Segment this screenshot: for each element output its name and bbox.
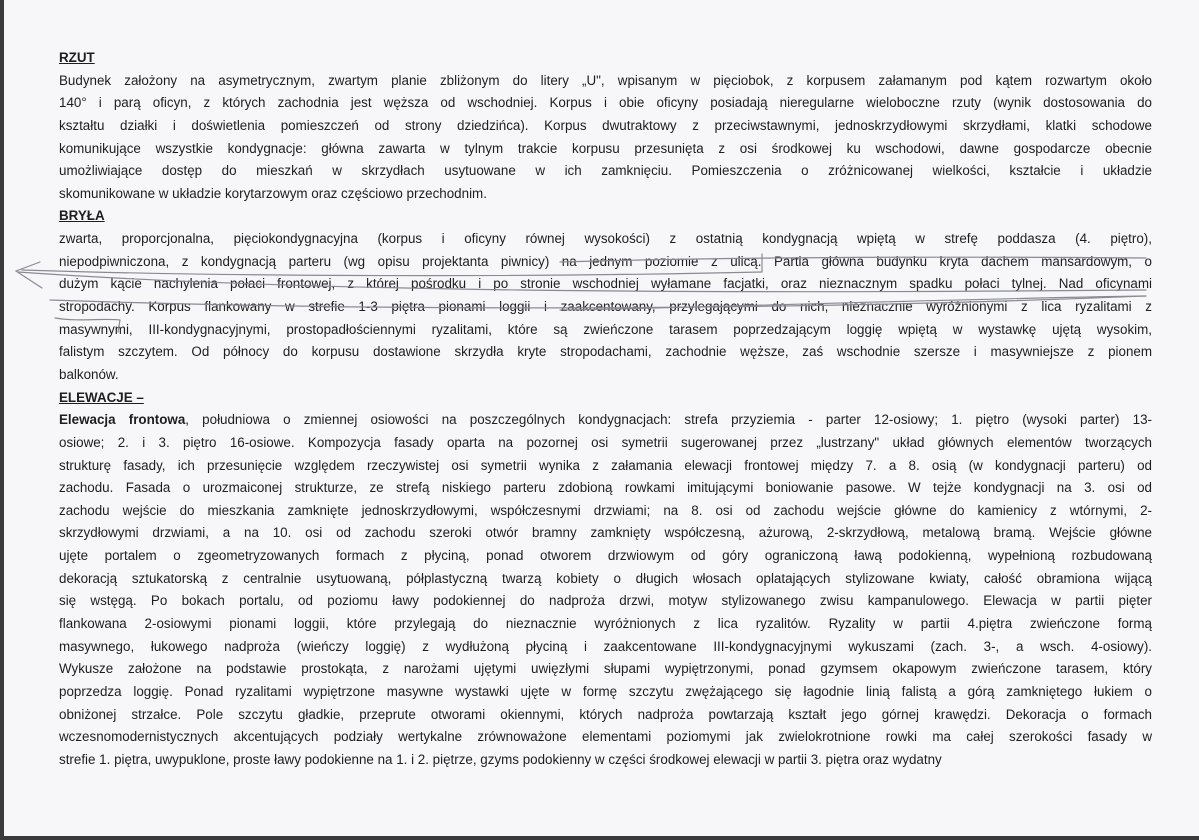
section-heading-bryla: BRYŁA (59, 208, 105, 224)
text-line: masywnymi, III-kondygnacyjnymi, prostopadłościennymi ryzalitami, które są zwieńczone tarasem poprzedzającym loggię wpiętą w wystawkę ujętą wysokim, (59, 321, 1152, 337)
text-line: niepodpiwniczona, z kondygnacją parteru (wg opisu projektanta piwnicy) na jednym poziomie z ulicą. Partia główna budynku kryta dachem mansardowym, o (59, 253, 1152, 269)
text-line: Budynek założony na asymetrycznym, zwartym planie zbliżonym do litery „U", wpisanym w pięciobok, z korpusem załamanym pod kątem rozwartym około (59, 72, 1152, 88)
text-line: strukturę fasady, ich przesunięcie względem rzeczywistej osi symetrii wynika z załamania elewacji frontowej między 7. a 8. osią (w kondygnacji parteru) od (59, 457, 1152, 473)
section-heading-elewacje: ELEWACJE – (59, 389, 144, 405)
paragraph-bryla (59, 228, 1152, 386)
document-body (59, 47, 1152, 772)
section-heading-rzut: RZUT (59, 50, 95, 65)
text-line: obniżonej strzałce. Pole szczytu gładkie, przeprute otworami okiennymi, których nadproża powtarzają kształt jego górnej krawędzi. Dekoracja o formach (59, 706, 1152, 722)
text-line: masywnego, łukowego nadproża (wieńczy loggię) z wydłużoną płyciną i zaakcentowane III-kondygnacyjnymi wykuszami (zach. 3-, a wsch. 4-osiowy). (59, 638, 1152, 654)
text-line: osiowe; 2. i 3. piętro 16-osiowe. Kompozycja fasady oparta na pozornej osi symetrii sugerowanej przez „lustrzany" układ głównych elementów tworzących (59, 434, 1152, 450)
subheading-elewacja-frontowa: Elewacja frontowa (59, 412, 186, 428)
text-line: komunikujące wszystkie kondygnacje: główna zawarta w tylnym trakcie korpusu przesunięta z osi środkowej ku wschodowi, dawne gospodarcze obecnie (59, 140, 1152, 156)
text-line: wczesnomodernistycznych akcentujących podziały wertykalne zrównoważone elementami poziomymi jak zwielokrotnione rowki ma całej szerokości fasady w (59, 729, 1152, 745)
text-line: się wstęgą. Po bokach portalu, od poziomu ławy podokiennej do nadproża drzwi, motyw stylizowanego zwisu kampanulowego. Elewacja w partii pięter (59, 593, 1152, 609)
lead-text: , południowa o zmiennej osiowości na poszczególnych kondygnacjach: strefa przyziemia - parter 12-osiowy; 1. piętro (wysoki parter) 13- (185, 412, 1152, 428)
text-line: zwarta, proporcjonalna, pięciokondygnacyjna (korpus i oficyny równej wysokości) z ostatnią kondygnacją wpiętą w strefę poddasza (4. piętro), (59, 231, 1152, 247)
text-line: zachodu. Fasada o urozmaiconej strukturze, ze strefą niskiego parteru zdobioną rowkami imitującymi boniowanie pasowe. W tejże kondygnacji na 3. osi od (59, 480, 1152, 496)
text-line: Wykusze założone na podstawie prostokąta, z narożami ujętymi uwięzłymi słupami wypiętrzonymi, ponad gzymsem okapowym zwieńczone tarasem, który (59, 661, 1152, 677)
scanned-page (4, 0, 1199, 836)
text-line: umożliwiające dostęp do mieszkań w skrzydłach usytuowane w ich zamknięciu. Pomieszczenia o zróżnicowanej wielkości, kształcie i układzie (59, 163, 1152, 179)
text-line: dekoracją sztukatorską z centralnie usytuowaną, półplastyczną twarzą kobiety o długich włosach oplatających stylizowane kwiaty, całość obramiona wijącą (59, 570, 1152, 586)
text-line: strefie 1. piętra, uwypuklone, proste ławy podokienne na 1. i 2. piętrze, gzyms podokienny w części środkowej elewacji w partii 3. piętra oraz wydatny (59, 751, 942, 767)
text-line: skomunikowane w układzie korytarzowym oraz częściowo przechodnim. (59, 185, 487, 201)
text-line: poprzedza loggię. Ponad ryzalitami wypiętrzone masywne wystawki ujęte w formę szczytu zwężającego się łagodnie linią falistą a górą zamkniętego łukiem o (59, 683, 1152, 699)
paragraph-rzut (59, 70, 1152, 206)
text-line: flankowana 2-osiowymi pionami loggii, które przylegają do nieznacznie wyróżnionych z lica ryzalitów. Ryzality w partii 4.piętra zwieńczone formą (59, 616, 1152, 632)
text-line: zachodu wejście do mieszkania zamknięte jednoskrzydłowymi, współczesnymi drzwiami; na 8. osi od zachodu wejście główne do kamienicy z wtórnymi, 2- (59, 502, 1152, 518)
text-line: stropodachy. Korpus flankowany w strefie 1-3 piętra pionami loggii i zaakcentowany, przylegającymi do nich, nieznacznie wyróżnionymi z lica ryzalitami z (59, 299, 1152, 315)
text-line: balkonów. (59, 366, 119, 382)
text-line: 140° i parą oficyn, z których zachodnia jest węższa od wschodniej. Korpus i obie oficyny posiadają nieregularne wieloboczne rzuty (wynik dostosowania do (59, 95, 1152, 111)
text-line: kształtu działki i doświetlenia pomieszczeń od strony dziedzińca). Korpus dwutraktowy z przeciwstawnymi, jednoskrzydłowymi skrzydłami, klatki schodowe (59, 117, 1152, 133)
text-line: skrzydłowymi drzwiami, a na 10. osi od zachodu szeroki otwór bramny zamknięty współczesną, ażurową, 2-skrzydłową, metalową bramą. Wejście główne (59, 525, 1152, 541)
text-line: ujęte portalem o zgeometryzowanych formach z płyciną, ponad otworem drzwiowym od góry ograniczoną ławą podokienną, wypełnioną rozbudowaną (59, 548, 1152, 564)
text-line: dużym kącie nachylenia połaci frontowej, z której pośrodku i po stronie wschodniej wyłamane facjatki, oraz nieznacznym spadku połaci tylnej. Nad oficynami (59, 276, 1152, 292)
text-line: falistym szczytem. Od północy do korpusu dostawione skrzydła kryte stropodachami, zachodnie węższe, zaś wschodnie szersze i masywniejsze z pionem (59, 344, 1152, 360)
text-line-lead (59, 409, 1152, 432)
paragraph-elewacje (59, 409, 1152, 771)
